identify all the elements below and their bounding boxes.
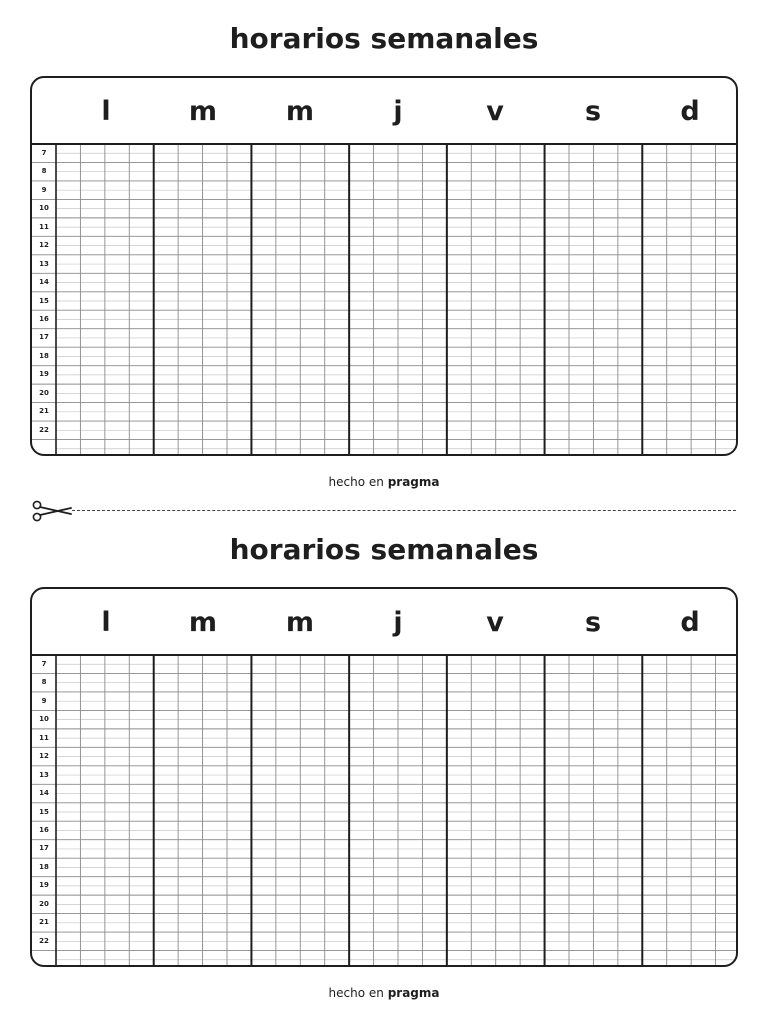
hour-label: 7: [41, 148, 47, 157]
hour-label: 19: [39, 881, 49, 890]
hour-label: 10: [39, 715, 49, 724]
hour-label: 22: [39, 425, 49, 434]
hour-label: 9: [41, 185, 47, 194]
day-header-wednesday: m: [285, 96, 315, 127]
cut-line: [72, 510, 736, 511]
day-header-sunday: d: [680, 96, 700, 127]
day-header-friday: v: [486, 96, 504, 127]
hour-label: 12: [39, 241, 49, 250]
hour-label: 20: [39, 388, 49, 397]
hour-label: 12: [39, 752, 49, 761]
hour-label: 21: [39, 407, 49, 416]
hour-label: 13: [39, 770, 49, 779]
schedule-table: [30, 76, 738, 456]
hour-label: 20: [39, 899, 49, 908]
page-title: horarios semanales: [229, 22, 539, 55]
grid-lines: [32, 78, 738, 456]
day-header-wednesday: m: [285, 607, 315, 638]
hour-label: 8: [41, 167, 47, 176]
footer-prefix: hecho en: [328, 475, 384, 489]
day-header-monday: l: [101, 607, 111, 638]
hour-label: 10: [39, 204, 49, 213]
hour-label: 18: [39, 862, 49, 871]
hour-label: 22: [39, 936, 49, 945]
hour-label: 18: [39, 351, 49, 360]
hour-label: 14: [39, 278, 49, 287]
footer-credit: [0, 986, 768, 1000]
page-title: horarios semanales: [229, 533, 539, 566]
hour-label: 13: [39, 259, 49, 268]
hour-label: 15: [39, 296, 49, 305]
day-header-thursday: j: [393, 96, 403, 127]
footer-prefix: hecho en: [328, 986, 384, 1000]
hour-label: 14: [39, 789, 49, 798]
day-header-sunday: d: [680, 607, 700, 638]
hour-label: 11: [39, 222, 49, 231]
footer-brand: pragma: [387, 986, 440, 1000]
day-header-saturday: s: [584, 607, 602, 638]
grid-lines: [32, 589, 738, 967]
hour-label: 15: [39, 807, 49, 816]
hour-label: 21: [39, 918, 49, 927]
footer-credit: [0, 475, 768, 489]
hour-label: 16: [39, 314, 49, 323]
hour-label: 7: [41, 659, 47, 668]
hour-label: 19: [39, 370, 49, 379]
hour-label: 17: [39, 844, 49, 853]
day-header-monday: l: [101, 96, 111, 127]
hour-label: 11: [39, 733, 49, 742]
day-header-thursday: j: [393, 607, 403, 638]
footer-brand: pragma: [387, 475, 440, 489]
hour-label: 8: [41, 678, 47, 687]
scissors-icon: [30, 500, 74, 522]
hour-label: 9: [41, 696, 47, 705]
hour-label: 17: [39, 333, 49, 342]
schedule-table: [30, 587, 738, 967]
day-header-saturday: s: [584, 96, 602, 127]
day-header-tuesday: m: [188, 607, 218, 638]
hour-label: 16: [39, 825, 49, 834]
day-header-friday: v: [486, 607, 504, 638]
day-header-tuesday: m: [188, 96, 218, 127]
